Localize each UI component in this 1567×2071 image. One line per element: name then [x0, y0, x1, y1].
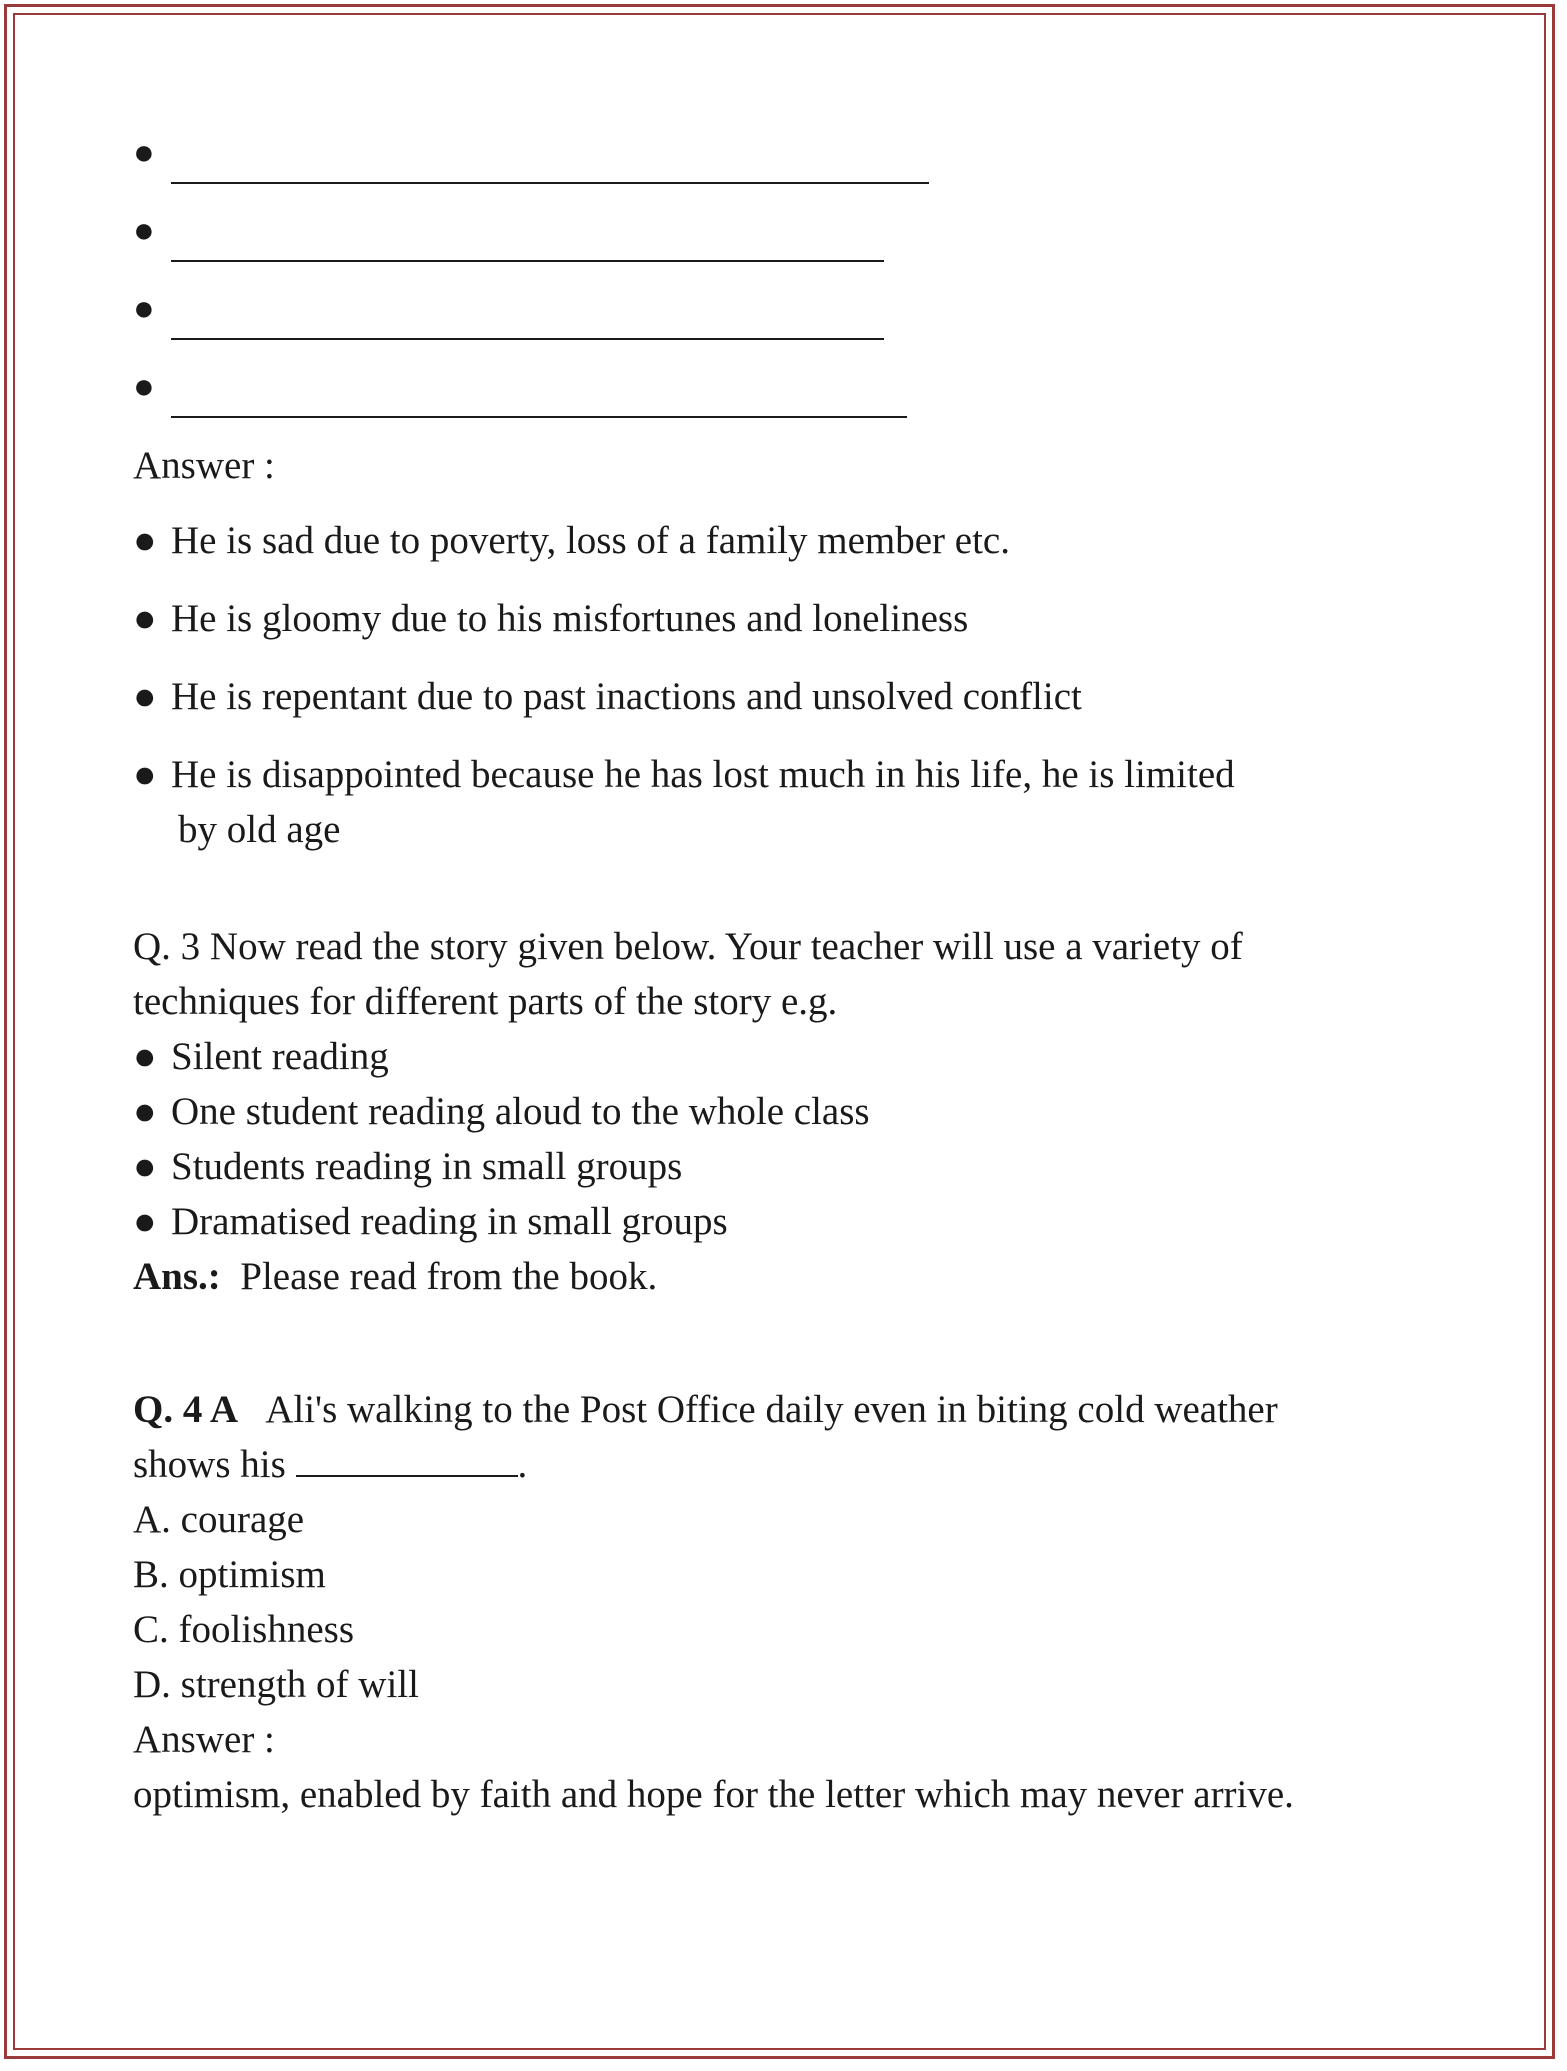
bullet-icon: ●: [133, 1200, 157, 1243]
answer-item: [133, 669, 1453, 724]
blank-answer-line[interactable]: [171, 260, 884, 262]
question-4-text: Ali's walking to the Post Office daily even in biting cold weather: [265, 1388, 1278, 1431]
bullet-icon: ●: [133, 1145, 157, 1188]
option-b: B. optimism: [133, 1553, 326, 1596]
answer-text: He is disappointed because he has lost much in his life, he is limited: [171, 753, 1235, 796]
option-d: D. strength of will: [133, 1663, 419, 1706]
question-4: [133, 1382, 1453, 1822]
bullet-icon: ●: [133, 366, 155, 406]
answer-label: Answer :: [133, 444, 275, 487]
answer-text: He is repentant due to past inactions and unsolved conflict: [171, 675, 1082, 718]
technique-text: Dramatised reading in small groups: [171, 1200, 728, 1243]
blank-answer-line[interactable]: [171, 416, 907, 418]
bullet-icon: ●: [133, 519, 157, 562]
blank-answer-line[interactable]: [171, 182, 929, 184]
technique-item: [133, 1194, 1453, 1249]
option-a: A. courage: [133, 1498, 305, 1541]
bullet-icon: ●: [133, 210, 155, 250]
answer-list: [133, 513, 1453, 857]
question-4-answer-label: Answer :: [133, 1718, 275, 1761]
answer-text-continuation: by old age: [178, 808, 341, 851]
answer-item: [133, 747, 1453, 857]
bullet-icon: ●: [133, 288, 155, 328]
blank-answer-line[interactable]: [171, 338, 884, 340]
blank-bullet-row: [133, 364, 1453, 442]
technique-text: Students reading in small groups: [171, 1145, 683, 1188]
blank-bullet-row: [133, 130, 1453, 208]
question-3-answer: [133, 1249, 1453, 1304]
question-3-line-1: Q. 3 Now read the story given below. Your teacher will use a variety of: [133, 925, 1243, 968]
document-content: [133, 130, 1453, 1822]
answer-text-block: [171, 747, 1453, 857]
answer-item: [133, 591, 1453, 646]
bullet-icon: ●: [133, 753, 157, 796]
bullet-icon: ●: [133, 1035, 157, 1078]
answer-text: He is gloomy due to his misfortunes and loneliness: [171, 597, 969, 640]
question-4-label: Q. 4 A: [133, 1388, 239, 1431]
bullet-icon: ●: [133, 597, 157, 640]
blank-bullet-row: [133, 286, 1453, 364]
bullet-icon: ●: [133, 1090, 157, 1133]
blank-bullet-row: [133, 208, 1453, 286]
question-4-line-2: [133, 1437, 1453, 1492]
bullet-icon: ●: [133, 675, 157, 718]
question-4-answer-text: optimism, enabled by faith and hope for the letter which may never arrive.: [133, 1773, 1294, 1816]
answer-item: [133, 513, 1453, 568]
question-3: [133, 919, 1453, 1304]
ans-label: Ans.:: [133, 1255, 221, 1298]
ans-text: Please read from the book.: [240, 1255, 658, 1298]
question-4-line-1: [133, 1382, 1453, 1437]
technique-item: [133, 1139, 1453, 1194]
answer-text: He is sad due to poverty, loss of a family member etc.: [171, 519, 1010, 562]
question-4-text: shows his: [133, 1443, 286, 1486]
technique-text: Silent reading: [171, 1035, 389, 1078]
question-3-line-2: techniques for different parts of the story e.g.: [133, 980, 838, 1023]
technique-item: [133, 1084, 1453, 1139]
bullet-icon: ●: [133, 132, 155, 172]
technique-item: [133, 1029, 1453, 1084]
option-c: C. foolishness: [133, 1608, 355, 1651]
question-4-period: .: [517, 1443, 528, 1486]
technique-text: One student reading aloud to the whole class: [171, 1090, 870, 1133]
fill-in-blank[interactable]: [296, 1437, 518, 1477]
blank-bullet-list: [133, 130, 1453, 442]
